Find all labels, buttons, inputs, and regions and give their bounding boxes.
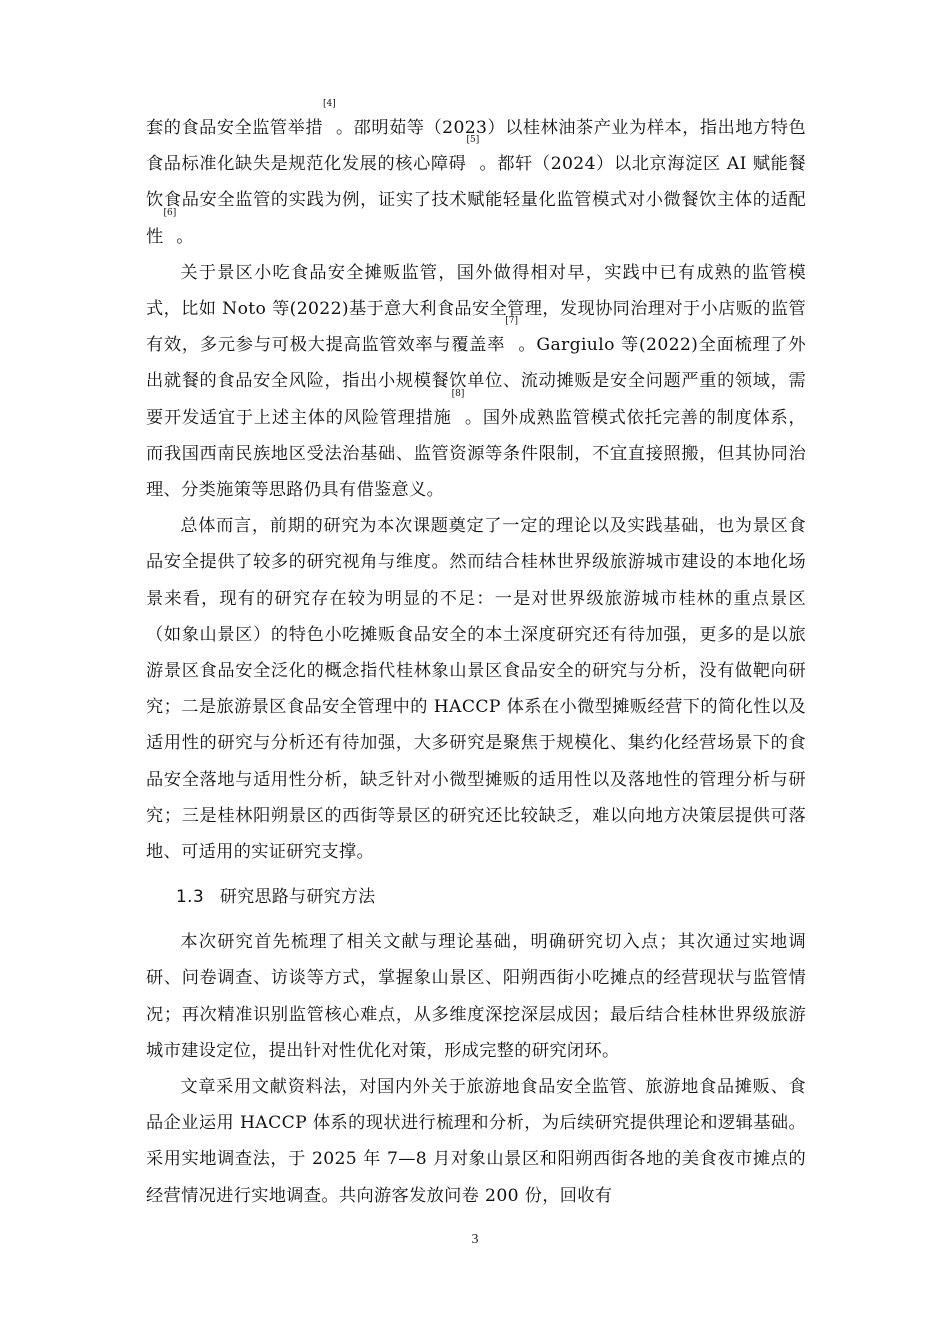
citation-marker: [7] [505,316,518,327]
section-heading [146,878,806,914]
paragraph-text: 本次研究首先梳理了相关文献与理论基础，明确研究切入点；其次通过实地调研、问卷调查、访谈等方式，掌握象山景区、阳朔西街小吃摊点的经营现状与监管情况；再次精准识别监管核心难点，从多维度深挖深层成因；最后结合桂林世界级旅游城市建设定位，提出针对性优化对策，形成完整的研究闭环。 [146,932,806,1061]
citation-marker: [5] [466,135,480,146]
paragraph-text: 。都轩（2024）以北京海淀区 AI 赋能餐饮食品安全监管的实践为例，证实了技术赋能轻量化监管模式对小微餐饮主体的适配性 [146,154,806,247]
citation-marker: [6] [163,207,177,218]
body-paragraph [146,1069,806,1214]
paragraph-text: 。国外成熟监管模式依托完善的制度体系，而我国西南民族地区受法治基础、监管资源等条件限制，不宜直接照搬，但其协同治理、分类施策等思路仍具有借鉴意义。 [146,407,807,501]
paragraphs-before-section [146,99,807,870]
paragraph-text: 套的食品安全监管举措 [146,118,324,138]
body-paragraph [146,924,806,1069]
section-number: 1.3 [176,886,205,907]
paragraph-text: 文章采用文献资料法，对国内外关于旅游地食品安全监管、旅游地食品摊贩、食品企业运用 HACCP 体系的现状进行梳理和分析，为后续研究提供理论和逻辑基础。采用实地调查法，于 2025 年 7—8 月对象山景区和阳朔西街各地的美食夜市摊点的经营情况进行实地调查。共向游客发放问卷 200 份，回收有 [146,1077,806,1206]
body-paragraph [146,99,806,255]
paragraphs-after-section [146,924,806,1214]
paragraph-text: 。 [176,226,194,247]
citation-marker: [4] [323,99,336,109]
body-paragraph [146,508,806,870]
paragraph-text: 总体而言，前期的研究为本次课题奠定了一定的理论以及实践基础，也为景区食品安全提供了较多的研究视角与维度。然而结合桂林世界级旅游城市建设的本地化场景来看，现有的研究存在较为明显的不足：一是对世界级旅游城市桂林的重点景区（如象山景区）的特色小吃摊贩食品安全的本土深度研究还有待加强，更多的是以旅游景区食品安全泛化的概念指代桂林象山景区食品安全的研究与分析，没有做靶向研究；二是旅游景区食品安全管理中的 HACCP 体系在小微型摊贩经营下的简化性以及适用性的研究与分析还有待加强，大多研究是聚焦于规模化、集约化经营场景下的食品安全落地与适用性分析，缺乏针对小微型摊贩的适用性以及落地性的管理分析与研究；三是桂林阳朔景区的西街等景区的研究还比较缺乏，难以向地方决策层提供可落地、可适用的实证研究支撑。 [146,516,806,863]
section-title: 研究思路与研究方法 [220,886,376,907]
body-paragraph [146,255,806,508]
page-body [146,99,807,1214]
page-number: 3 [471,1232,479,1247]
paragraph-text: 。邵明茹等（2023）以桂林油茶产业为样本，指出地方特色食品标准化缺失是规范化发展的核心障碍 [146,118,806,175]
paragraph-text: 关于景区小吃食品安全摊贩监管，国外做得相对早，实践中已有成熟的监管模式，比如 Noto 等(2022)基于意大利食品安全管理，发现协同治理对于小店贩的监管有效，多元参与可极大提高监管效率与覆盖率 [146,262,806,356]
paragraph-text: 。Gargiulo 等(2022)全面梳理了外出就餐的食品安全风险，指出小规模餐饮单位、流动摊贩是安全问题严重的领域，需要开发适宜于上述主体的风险管理措施 [146,335,806,428]
citation-marker: [8] [451,388,465,399]
